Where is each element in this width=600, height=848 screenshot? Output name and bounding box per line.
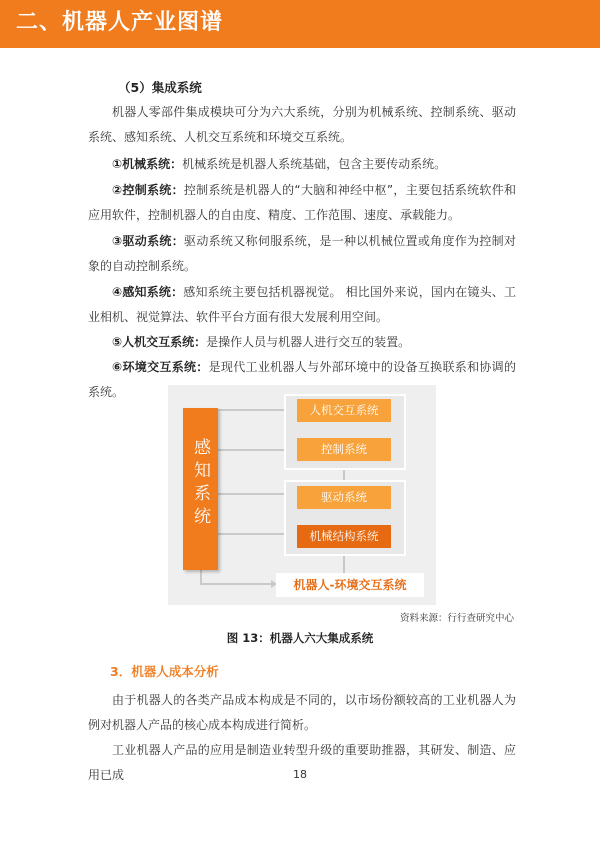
item-label: ②控制系统： [112,183,184,197]
page-title: 二、机器人产业图谱 [16,10,224,35]
item-text: 驱动系统又称伺服系统，是一种以机械位置或角度作为控制对象的自动控制系统。 [88,234,516,273]
connector-line [200,583,272,585]
figure-caption: 图 13：机器人六大集成系统 [226,631,374,645]
item-label: ①机械系统： [112,157,183,171]
item-drive [88,229,516,279]
item-control [88,178,516,228]
connector-line [218,493,288,495]
hmi-system-box: 人机交互系统 [297,399,391,422]
item-mechanical [88,152,516,177]
cost-paragraph-2: 工业机器人产品的应用是制造业转型升级的重要助推器，其研发、制造、应用已成 [88,743,516,782]
connector-line [200,570,202,584]
item-text: 感知系统主要包括机器视觉。 相比国外来说，国内在镜头、工业相机、视觉算法、软件平台方面有很大发展利用空间。 [88,285,516,324]
figure-source: 资料来源：行行查研究中心 [400,613,515,624]
item-text: 机械系统是机器人系统基础，包含主要传动系统。 [182,157,447,171]
connector-line [218,533,288,535]
mechanical-system-box: 机械结构系统 [297,525,391,548]
item-text: 是现代工业机器人与外部环境中的设备互换联系和协调的系统。 [88,360,516,399]
item-perception [88,280,516,330]
item-label: ④感知系统： [112,285,184,299]
item-text: 是操作人员与机器人进行交互的装置。 [206,335,411,349]
item-label: ③驱动系统： [112,234,185,248]
connector-line [218,449,288,451]
page-number: 18 [293,768,307,781]
connector-line [218,409,288,411]
item-label: ⑥环境交互系统： [112,360,209,374]
item-hmi [88,330,516,355]
perception-system-label: 感知系统 [190,438,210,530]
item-text: 控制系统是机器人的“大脑和神经中枢”，主要包括系统软件和应用软件，控制机器人的自由度、精度、工作范围、速度、承载能力。 [88,183,516,222]
section-subheading: （5）集成系统 [118,80,202,95]
section-heading: 3．机器人成本分析 [110,664,219,679]
environment-interaction-box: 机器人-环境交互系统 [276,573,424,597]
cost-paragraph-1: 由于机器人的各类产品成本构成是不同的，以市场份额较高的工业机器人为例对机器人产品的核心成本构成进行简析。 [88,693,516,732]
item-label: ⑤人机交互系统： [112,335,207,349]
intro-paragraph: 机器人零部件集成模块可分为六大系统，分别为机械系统、控制系统、驱动系统、感知系统、人机交互系统和环境交互系统。 [88,105,516,144]
control-system-box: 控制系统 [297,438,391,461]
drive-system-box: 驱动系统 [297,486,391,509]
